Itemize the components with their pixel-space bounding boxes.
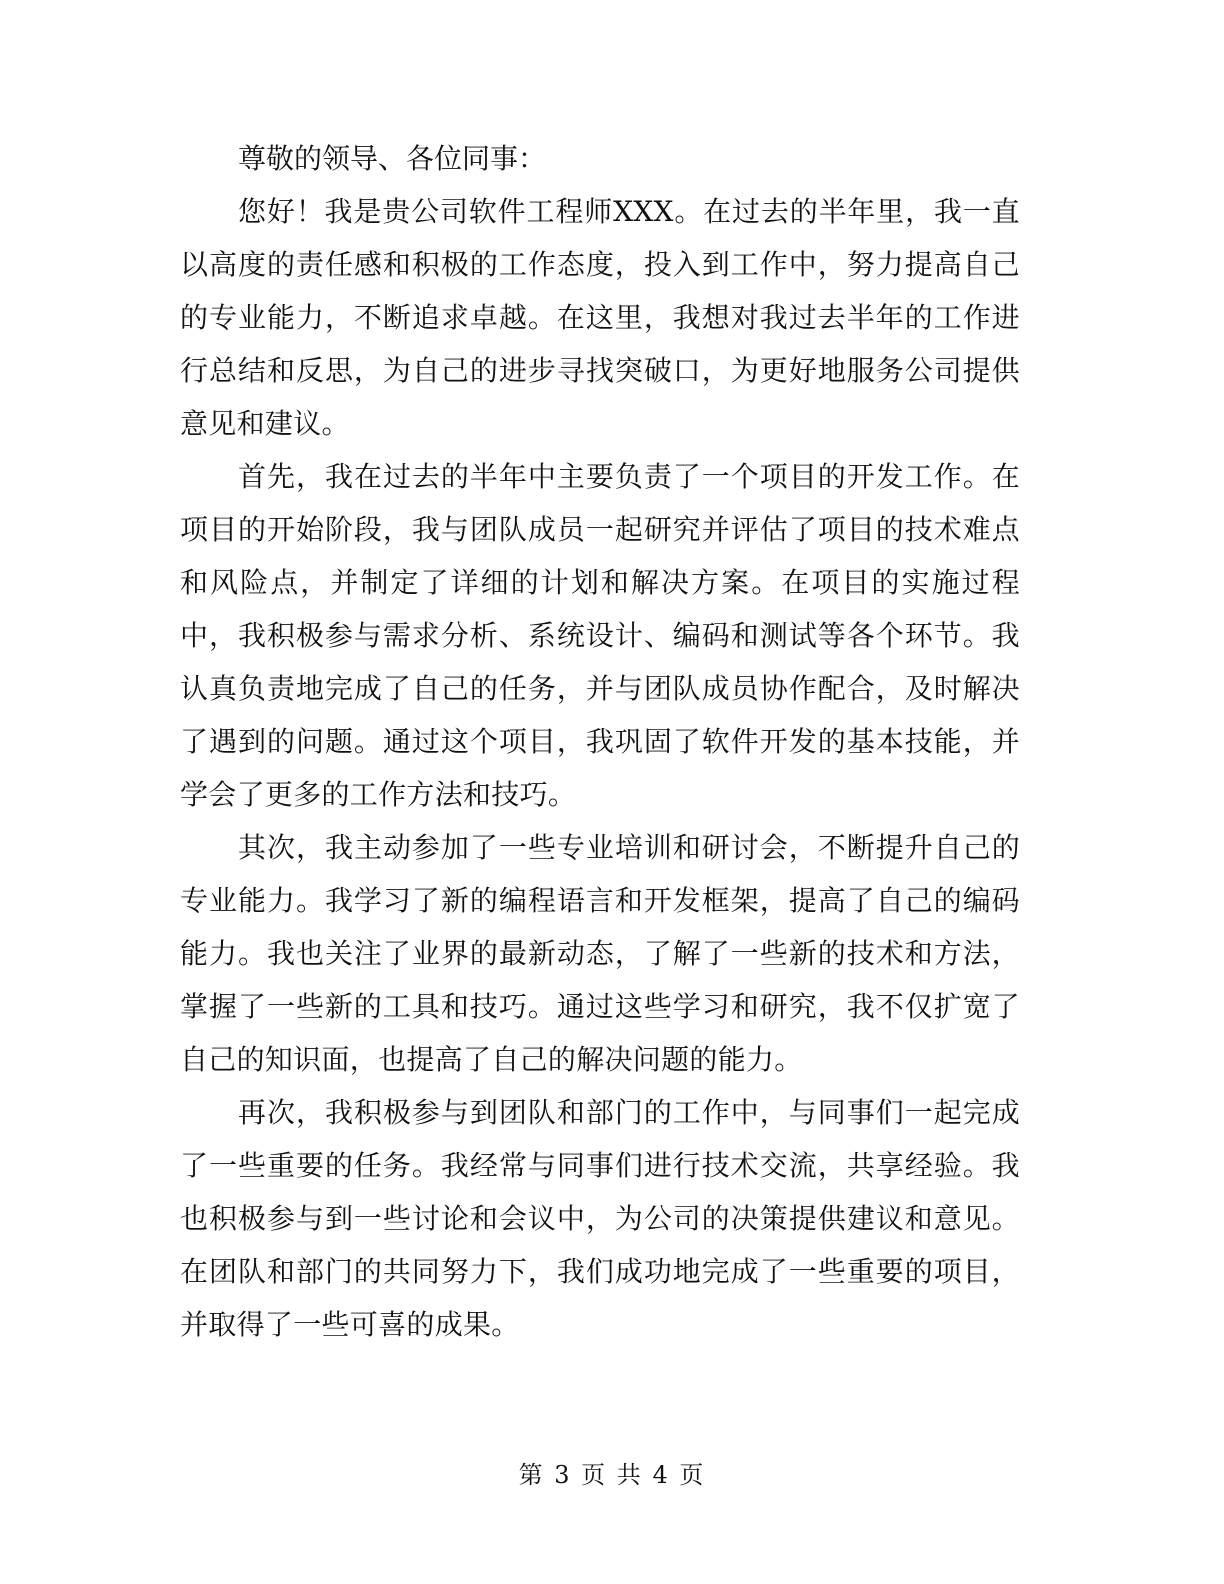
paragraph-intro: 您好！我是贵公司软件工程师XXX。在过去的半年里，我一直以高度的责任感和积极的工作态度，投入到工作中，努力提高自己的专业能力，不断追求卓越。在这里，我想对我过去半年的工作进行总结和反思，为自己的进步寻找突破口，为更好地服务公司提供意见和建议。: [180, 195, 1020, 440]
paragraph-first: 首先，我在过去的半年中主要负责了一个项目的开发工作。在项目的开始阶段，我与团队成员一起研究并评估了项目的技术难点和风险点，并制定了详细的计划和解决方案。在项目的实施过程中，我积极参与需求分析、系统设计、编码和测试等各个环节。我认真负责地完成了自己的任务，并与团队成员协作配合，及时解决了遇到的问题。通过这个项目，我巩固了软件开发的基本技能，并学会了更多的工作方法和技巧。: [180, 460, 1020, 811]
page-number-footer: 第 3 页 共 4 页: [518, 1461, 706, 1489]
paragraph-second: 其次，我主动参加了一些专业培训和研讨会，不断提升自己的专业能力。我学习了新的编程语言和开发框架，提高了自己的编码能力。我也关注了业界的最新动态，了解了一些新的技术和方法，掌握了一些新的工具和技巧。通过这些学习和研究，我不仅扩宽了自己的知识面，也提高了自己的解决问题的能力。: [180, 831, 1020, 1076]
document-body: [180, 132, 1020, 1351]
greeting-line: 尊敬的领导、各位同事：: [238, 142, 547, 175]
paragraph-third: 再次，我积极参与到团队和部门的工作中，与同事们一起完成了一些重要的任务。我经常与同事们进行技术交流，共享经验。我也积极参与到一些讨论和会议中，为公司的决策提供建议和意见。在团队和部门的共同努力下，我们成功地完成了一些重要的项目，并取得了一些可喜的成果。: [180, 1096, 1020, 1341]
